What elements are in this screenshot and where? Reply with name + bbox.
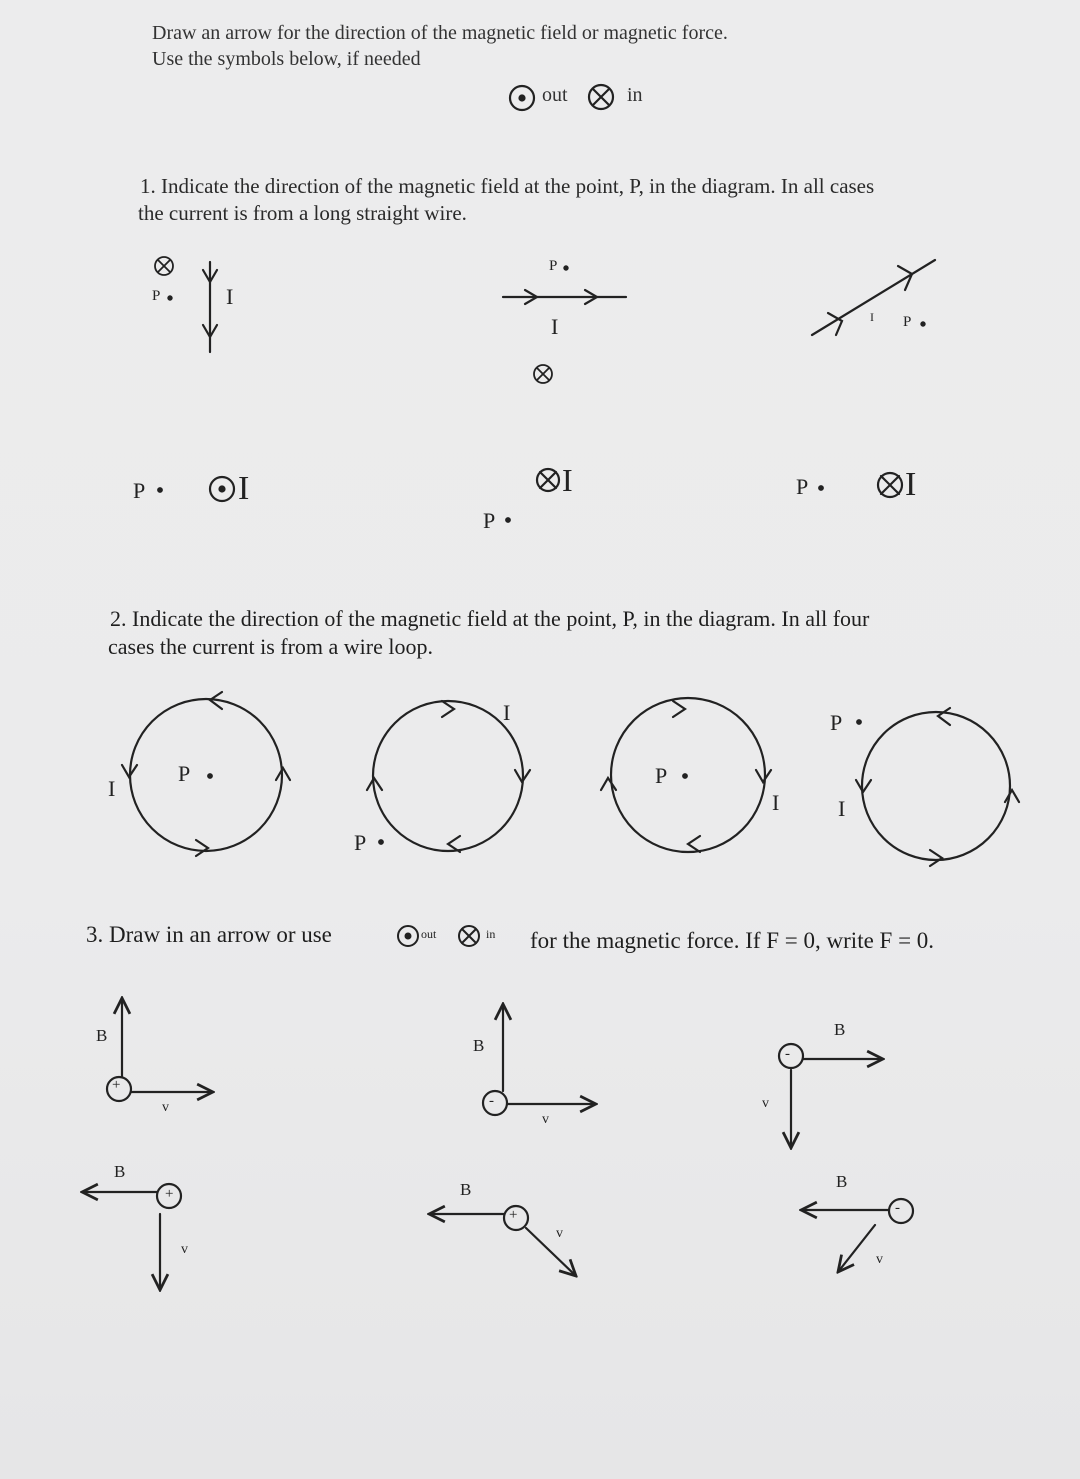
q3e-v-label: v <box>556 1226 563 1241</box>
q3-suffix: for the magnetic force. If F = 0, write F = 0. <box>530 928 935 953</box>
q3f-v-label: v <box>876 1252 883 1267</box>
legend-out-icon <box>510 86 534 110</box>
q3a-v-label: v <box>162 1100 169 1115</box>
q1b-point-p <box>564 266 567 269</box>
q2b-arrow-bottom <box>448 836 460 852</box>
q2a-loop <box>130 699 282 851</box>
q1f-p-label: P <box>796 474 809 499</box>
header-line-1: Draw an arrow for the direction of the magnetic field or magnetic force. <box>152 22 728 44</box>
q2d-arrow-left <box>856 780 871 792</box>
q2b-loop <box>373 701 523 851</box>
q2d-loop <box>862 712 1010 860</box>
q2d-p-label: P <box>830 710 843 735</box>
q2a-point-p <box>208 774 212 778</box>
q3d-v-label: v <box>181 1242 188 1257</box>
q3c-b-label: B <box>834 1020 846 1039</box>
q2c-i-label: I <box>772 790 780 815</box>
q3a-charge <box>107 1077 131 1101</box>
q1d-i-label: I <box>238 470 250 507</box>
legend-in-icon <box>589 85 613 109</box>
q1f-point-p <box>819 486 823 490</box>
q1c-point-p <box>921 322 924 325</box>
header-line-2: Use the symbols below, if needed <box>152 48 421 70</box>
q1b-p-label: P <box>549 258 558 274</box>
q2c-loop <box>611 698 765 852</box>
q3e-v-arrow <box>526 1228 576 1276</box>
q2b-i-label: I <box>503 700 511 725</box>
q2b-p-label: P <box>354 830 367 855</box>
q2a-arrow-bottom <box>196 840 208 856</box>
q2c-arrow-bottom <box>688 836 700 852</box>
q3e-b-label: B <box>460 1180 472 1199</box>
q3-legend-out-label: out <box>421 927 437 941</box>
q2c-arrow-right <box>756 770 771 782</box>
q1e-point-p <box>506 518 510 522</box>
q1b-in-symbol <box>534 365 552 383</box>
q2a-p-label: P <box>178 761 191 786</box>
q1a-i-label: I <box>226 284 234 309</box>
q1f-i-label: I <box>905 466 917 503</box>
q1a-in-symbol <box>155 257 173 275</box>
q1c-wire <box>812 260 935 335</box>
q1d-p-label: P <box>133 478 146 503</box>
q1f-in-symbol <box>878 473 902 497</box>
q3d-charge-sign: + <box>165 1186 174 1202</box>
q3-legend-out-icon <box>398 926 418 946</box>
q1b-i-label: I <box>551 314 559 339</box>
q1-line-1: 1. Indicate the direction of the magnetic field at the point, P, in the diagram. In all cases <box>140 174 875 198</box>
q1a-point-p <box>168 296 171 299</box>
q1a-p-label: P <box>152 288 161 304</box>
q2c-point-p <box>683 774 687 778</box>
q3e-charge-sign: + <box>509 1207 518 1223</box>
q1d-point-p <box>158 488 162 492</box>
q2d-arrow-right <box>1005 790 1019 802</box>
q3b-charge-sign: - <box>489 1093 494 1109</box>
q3-legend-in-label: in <box>486 927 496 941</box>
q2b-arrow-top <box>442 701 454 717</box>
q3f-charge-sign: - <box>895 1200 900 1216</box>
q3b-b-label: B <box>473 1036 485 1055</box>
q3d-charge <box>157 1184 181 1208</box>
q1c-p-label: P <box>903 314 912 330</box>
q3-prefix: 3. Draw in an arrow or use <box>86 922 332 947</box>
legend-in-label: in <box>627 84 643 106</box>
q3e-charge <box>504 1206 528 1230</box>
q3c-v-label: v <box>762 1096 769 1111</box>
q3b-v-label: v <box>542 1112 549 1127</box>
q1-line-2: the current is from a long straight wire. <box>138 201 467 225</box>
q2d-arrow-top <box>938 708 950 725</box>
q1e-i-label: I <box>562 462 573 498</box>
q2b-point-p <box>379 840 383 844</box>
q3a-charge-sign: + <box>112 1077 121 1093</box>
q3c-charge-sign: - <box>785 1046 790 1062</box>
q3b-charge <box>483 1091 507 1115</box>
q1c-i-label: I <box>870 310 874 324</box>
q2d-point-p <box>857 720 861 724</box>
q2a-i-label: I <box>108 776 116 801</box>
q2-line-2: cases the current is from a wire loop. <box>108 634 433 659</box>
q3d-b-label: B <box>114 1162 126 1181</box>
q3c-charge <box>779 1044 803 1068</box>
q2c-arrow-top <box>673 701 685 717</box>
q3f-charge <box>889 1199 913 1223</box>
q2d-arrow-bottom <box>930 850 942 866</box>
q2-line-1: 2. Indicate the direction of the magnetic field at the point, P, in the diagram. In all four <box>110 606 870 631</box>
q2d-i-label: I <box>838 796 846 821</box>
q2c-arrow-left <box>601 778 616 790</box>
q3f-b-label: B <box>836 1172 848 1191</box>
q1d-out-symbol <box>210 477 234 501</box>
q3f-v-arrow <box>838 1225 875 1272</box>
q3a-b-label: B <box>96 1026 108 1045</box>
legend-out-label: out <box>542 84 568 106</box>
q1e-in-symbol <box>537 469 559 491</box>
q2c-p-label: P <box>655 763 668 788</box>
q1e-p-label: P <box>483 508 496 533</box>
q3-legend-in-icon <box>459 926 479 946</box>
